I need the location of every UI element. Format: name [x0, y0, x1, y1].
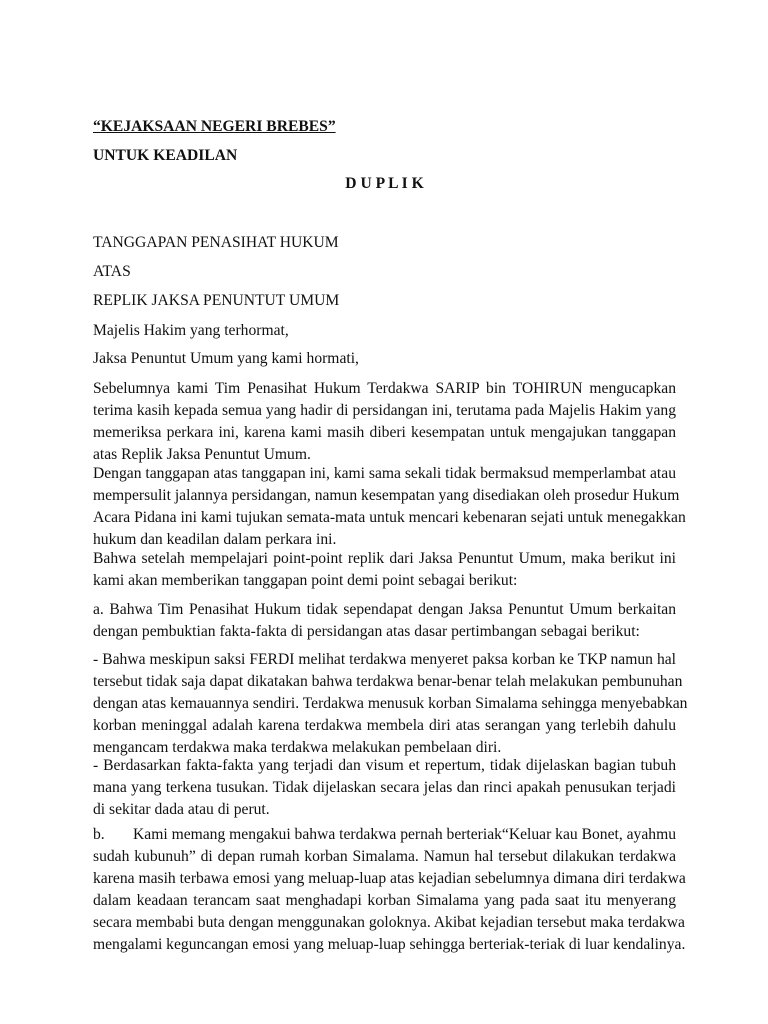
salutation-prosecutor: Jaksa Penuntut Umum yang kami hormati, [93, 350, 359, 367]
paragraph-line: atas Replik Jaksa Penuntut Umum. [93, 446, 311, 463]
paragraph-line: dengan pembuktian fakta-fakta di persidangan atas dasar pertimbangan sebagai berikut: [93, 623, 640, 640]
paragraph-line: korban meninggal adalah karena terdakwa membela diri atas serangan yang terlebih dahulu [93, 717, 676, 734]
paragraph-line: memeriksa perkara ini, karena kami masih diberi kesempatan untuk mengajukan tanggapan [93, 424, 676, 441]
org-name: “KEJAKSAAN NEGERI BREBES” [93, 118, 336, 135]
paragraph-line: - Bahwa meskipun saksi FERDI melihat terdakwa menyeret paksa korban ke TKP namun hal [93, 651, 676, 668]
document-title: D U P L I K [345, 175, 424, 192]
paragraph-line: terima kasih kepada semua yang hadir di persidangan ini, terutama pada Majelis Hakim yang [93, 402, 676, 419]
point-b-first-line [93, 824, 676, 846]
paragraph-line: Kami memang mengakui bahwa terdakwa pernah berteriak“Keluar kau Bonet, ayahmu [133, 826, 676, 843]
paragraph-intro-points [93, 548, 676, 592]
point-a-argument-2 [93, 755, 676, 821]
point-a [93, 599, 676, 643]
point-a-argument-1 [93, 649, 688, 759]
paragraph-line: mempersulit jalannya persidangan, namun kesempatan yang disediakan oleh prosedur Hukum [93, 487, 680, 504]
paragraph-line: Bahwa setelah mempelajari point-point replik dari Jaksa Penuntut Umum, maka berikut ini [93, 550, 676, 567]
paragraph-line: dalam keadaan terancam saat menghadapi korban Simalama yang pada saat itu menyerang [93, 892, 676, 909]
paragraph-line: mana yang terkena tusukan. Tidak dijelaskan secara jelas dan rinci apakah penusukan terjadi [93, 779, 676, 796]
paragraph-line: karena masih terbawa emosi yang meluap-luap atas kejadian sebelumnya dimana diri terdakwa [93, 870, 686, 887]
motto: UNTUK KEADILAN [93, 147, 238, 164]
paragraph-line: mengalami keguncangan emosi yang meluap-luap sehingga berteriak-teriak di luar kendalinya. [93, 936, 686, 953]
paragraph-line: sudah kubunuh” di depan rumah korban Simalama. Namun hal tersebut dilakukan terdakwa [93, 848, 676, 865]
paragraph-line: dengan atas kemauannya sendiri. Terdakwa menusuk korban Simalama sehingga menyebabkan [93, 695, 688, 712]
paragraph-line: di sekitar dada atau di perut. [93, 801, 270, 818]
salutation-judges: Majelis Hakim yang terhormat, [93, 322, 289, 339]
subheading-line-3: REPLIK JAKSA PENUNTUT UMUM [93, 292, 340, 309]
paragraph-line: - Berdasarkan fakta-fakta yang terjadi dan visum et repertum, tidak dijelaskan bagian tubuh [93, 757, 676, 774]
paragraph-line: tersebut tidak saja dapat dikatakan bahwa terdakwa benar-benar telah melakukan pembunuhan [93, 673, 683, 690]
paragraph-line: Acara Pidana ini kami tujukan semata-mata untuk mencari kebenaran sejati untuk menegakkan [93, 509, 686, 526]
paragraph-line: mengancam terdakwa maka terdakwa melakukan pembelaan diri. [93, 739, 502, 756]
paragraph-line: Dengan tanggapan atas tanggapan ini, kami sama sekali tidak bermaksud memperlambat atau [93, 465, 676, 482]
paragraph-line: a. Bahwa Tim Penasihat Hukum tidak sependapat dengan Jaksa Penuntut Umum berkaitan [93, 601, 676, 618]
subheading-line-1: TANGGAPAN PENASIHAT HUKUM [93, 234, 339, 251]
paragraph-line: Sebelumnya kami Tim Penasihat Hukum Terdakwa SARIP bin TOHIRUN mengucapkan [93, 380, 676, 397]
point-b-label: b. [93, 826, 105, 843]
paragraph-line: hukum dan keadilan dalam perkara ini. [93, 531, 337, 548]
paragraph-line: secara membabi buta dengan menggunakan goloknya. Akibat kejadian tersebut maka terdakwa [93, 914, 685, 931]
paragraph-opening [93, 378, 676, 466]
paragraph-line: kami akan memberikan tanggapan point demi point sebagai berikut: [93, 572, 518, 589]
subheading-line-2: ATAS [93, 263, 131, 280]
paragraph-purpose [93, 463, 686, 551]
point-b [93, 824, 686, 956]
